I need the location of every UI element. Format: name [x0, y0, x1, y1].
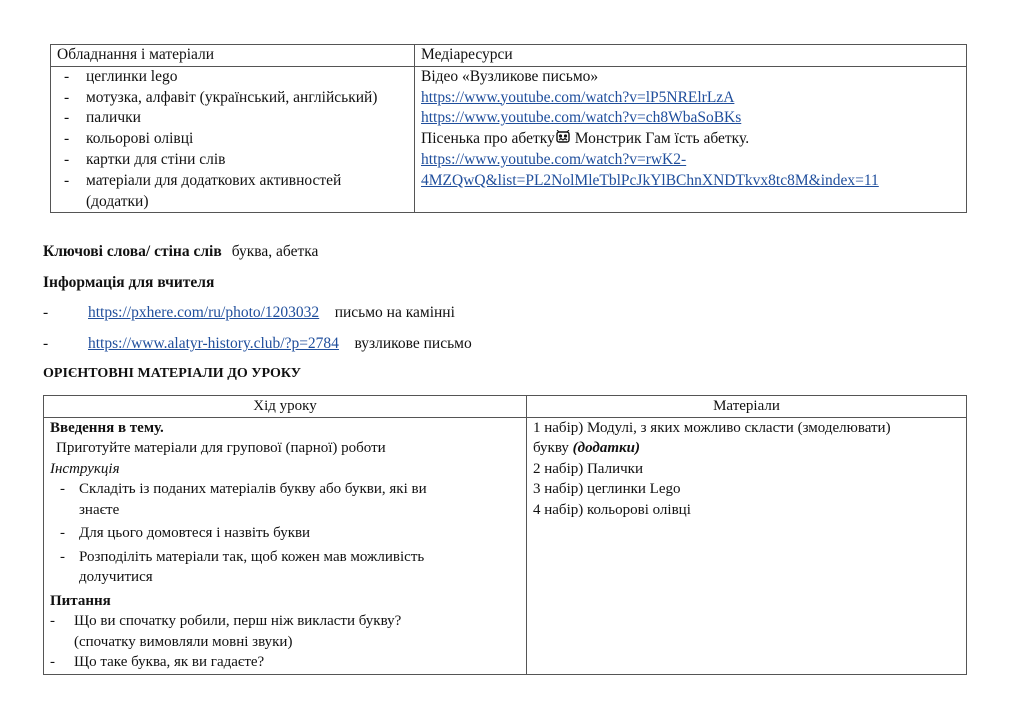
media-header: Медіаресурси	[415, 45, 967, 67]
intro-text: Приготуйте матеріали для групової (парної) роботи	[56, 440, 386, 456]
equipment-table	[50, 44, 967, 213]
reference-item	[43, 335, 643, 355]
lesson-table	[43, 395, 967, 675]
list-item: - палички	[57, 108, 408, 129]
equipment-list	[57, 67, 408, 192]
keywords-value: буква, абетка	[231, 243, 319, 260]
reference-link[interactable]: https://www.alatyr-history.club/?p=2784	[88, 335, 339, 352]
materials-1-text: букву	[533, 440, 573, 456]
video-link-2[interactable]: https://www.youtube.com/watch?v=ch8WbaSoBKs	[421, 109, 742, 127]
song-line	[421, 129, 960, 150]
item-line: долучитися	[79, 569, 153, 585]
video-link-3-line2: 4MZQwQ&list=PL2NolMleTblPcJkYlBChnXNDTkvx8tc8M&index=11	[421, 171, 879, 189]
video-link-1[interactable]: https://www.youtube.com/watch?v=lP5NRElrLzA	[421, 88, 735, 106]
song-suffix: Монстрик Гам їсть абетку.	[570, 130, 750, 148]
dash-marker: -	[43, 335, 49, 352]
questions-title: Питання	[50, 592, 111, 609]
materials-1: 1 набір) Модулі, з яких можливо скласти (змоделювати)	[533, 419, 891, 436]
materials-1-appendix: (додатки)	[572, 440, 640, 456]
monster-icon	[555, 130, 571, 144]
teacher-info-title: Інформація для вчителя	[43, 274, 215, 291]
instructions-list	[50, 479, 520, 588]
reference-link[interactable]: https://pxhere.com/ru/photo/1203032	[88, 304, 320, 321]
list-item: - цеглинки lego	[57, 67, 408, 88]
course-header: Хід уроку	[44, 396, 527, 418]
item-line: - Складіть із поданих матеріалів букву або букви, які ви	[79, 481, 427, 497]
keywords-line	[43, 243, 318, 261]
list-item-continuation: (додатки)	[86, 192, 149, 210]
materials-cell	[527, 417, 967, 674]
list-item	[50, 611, 520, 652]
reference-desc: вузликове письмо	[354, 335, 472, 352]
reference-item	[43, 304, 643, 324]
item-line: - Розподіліть матеріали так, щоб кожен мав можливість	[79, 548, 425, 565]
list-item	[50, 547, 520, 588]
course-cell	[44, 417, 527, 674]
list-item	[50, 652, 520, 673]
list-item	[50, 523, 520, 544]
section-title: ОРІЄНТОВНІ МАТЕРІАЛИ ДО УРОКУ	[43, 366, 301, 381]
materials-1-cont	[533, 438, 960, 459]
reference-desc: письмо на камінні	[334, 304, 455, 321]
song-prefix: Пісенька про абетку	[421, 130, 555, 148]
item-line: - Що таке буква, як ви гадаєте?	[74, 654, 265, 670]
item-line: - Для цього домовтеся і назвіть букви	[79, 525, 311, 541]
questions-list	[50, 611, 520, 673]
materials-2: 2 набір) Палички	[533, 460, 643, 477]
video-title: Відео «Вузликове письмо»	[421, 67, 599, 85]
list-item: - кольорові олівці	[57, 129, 408, 150]
video-link-3[interactable]	[421, 150, 960, 192]
dash-marker: -	[43, 304, 49, 321]
equipment-list-cell	[51, 66, 415, 213]
list-item: - картки для стіни слів	[57, 150, 408, 171]
reference-row	[88, 304, 455, 322]
equipment-header: Обладнання і матеріали	[51, 45, 415, 67]
list-item	[50, 479, 520, 520]
reference-row	[88, 335, 472, 353]
item-line: - Що ви спочатку робили, перш ніж викласти букву?	[74, 613, 402, 629]
item-line: знаєте	[79, 501, 120, 518]
media-cell	[415, 66, 967, 213]
item-line: (спочатку вимовляли мовні звуки)	[74, 633, 293, 650]
materials-3: 3 набір) цеглинки Lego	[533, 481, 681, 497]
list-item: - мотузка, алфавіт (український, англійський)	[57, 88, 408, 109]
instruction-label: Інструкція	[50, 460, 120, 477]
keywords-label: Ключові слова/ стіна слів	[43, 243, 222, 260]
materials-header: Матеріали	[527, 396, 967, 418]
materials-4: 4 набір) кольорові олівці	[533, 501, 691, 518]
intro-title: Введення в тему.	[50, 419, 164, 436]
list-item: - матеріали для додаткових активностей	[57, 171, 408, 192]
video-link-3-line1: https://www.youtube.com/watch?v=rwK2-	[421, 150, 687, 168]
